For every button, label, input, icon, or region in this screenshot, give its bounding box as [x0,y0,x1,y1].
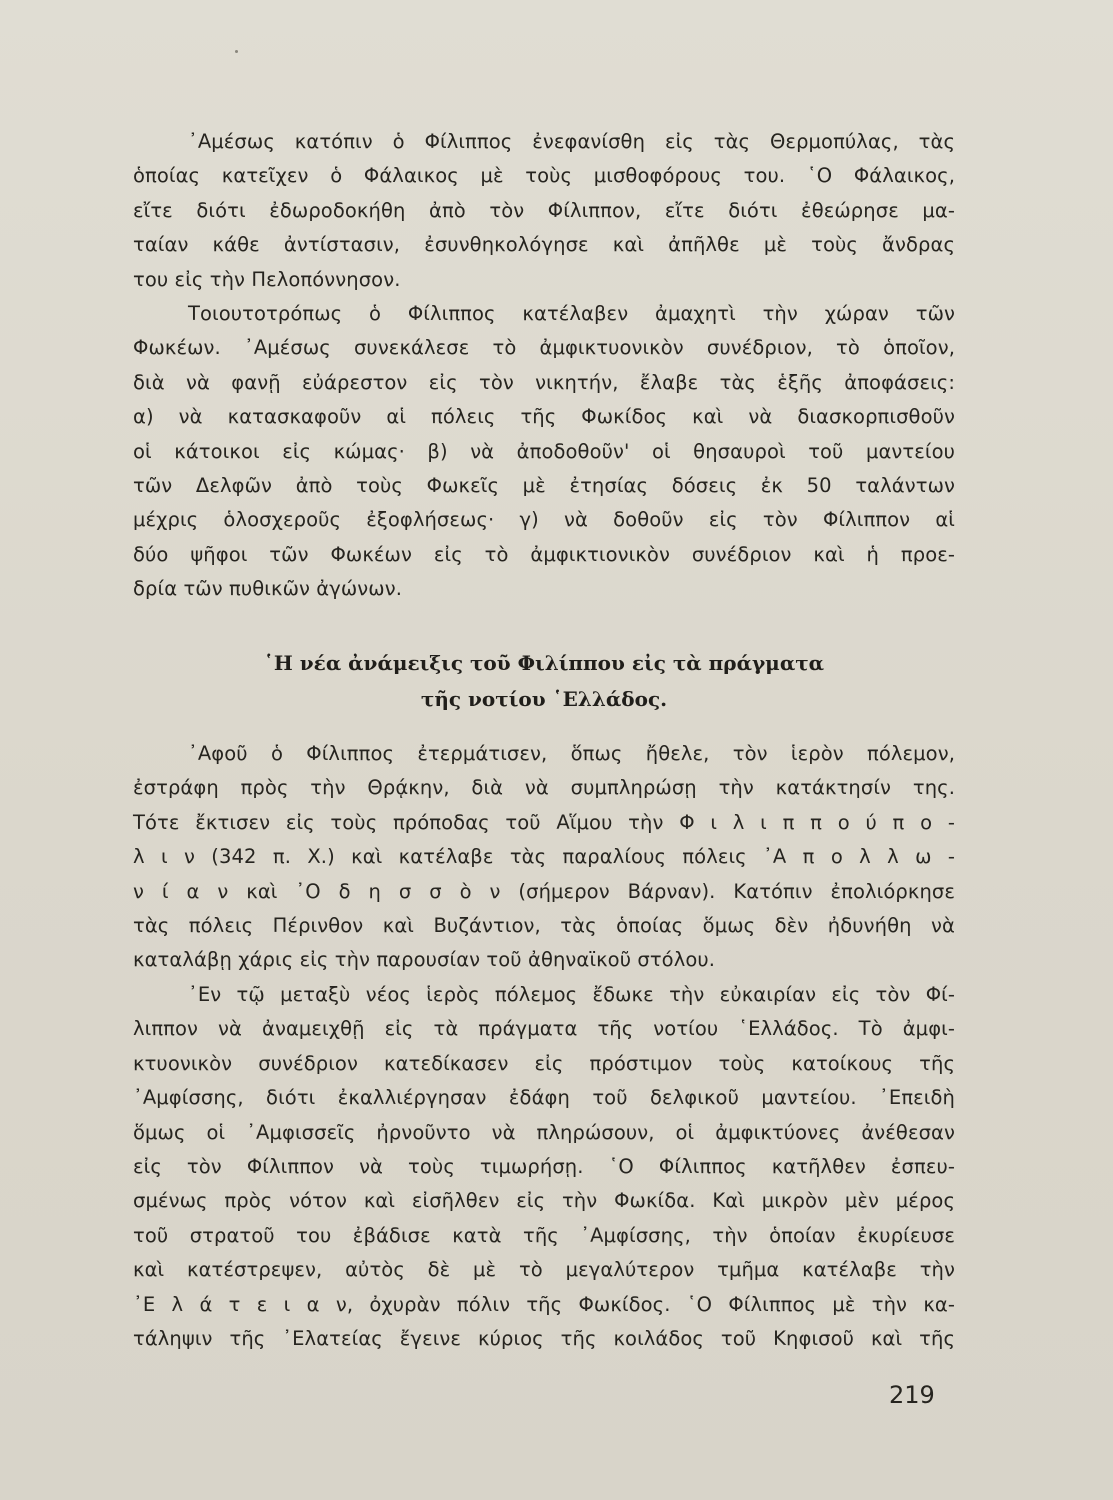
text-line: ᾿Εν τῷ μεταξὺ νέος ἱερὸς πόλεμος ἔδωκε τὴν εὐκαιρίαν εἰς τὸν Φί- [188,983,955,1006]
text-line: ν ί α ν καὶ ᾿Ο δ η σ σ ὸ ν (σήμερον Βάρναν). Κατόπιν ἐπολιόρκησε [133,879,955,903]
text-line: δύο ψῆφοι τῶν Φωκέων εἰς τὸ ἀμφικτιονικὸν συνέδριον καὶ ἡ προε- [133,542,955,566]
text-line: Τότε ἔκτισεν εἰς τοὺς πρόποδας τοῦ Αἵμου τὴν Φ ι λ ι π π ο ύ π ο - [133,810,955,834]
text-line: εἴτε διότι ἐδωροδοκήθη ἀπὸ τὸν Φίλιππον, εἴτε διότι ἐθεώρησε μα- [133,198,955,222]
text-line: ᾿Ε λ ά τ ε ι α ν, ὀχυρὰν πόλιν τῆς Φωκίδος. ῾Ο Φίλιππος μὲ τὴν κα- [133,1292,955,1316]
text-line: τὰς πόλεις Πέρινθον καὶ Βυζάντιον, τὰς ὁποίας ὅμως δὲν ἠδυνήθη νὰ [133,913,955,937]
paragraph-3 [133,737,955,978]
paragraph-4 [133,978,955,1356]
text-line: εἰς τὸν Φίλιππον νὰ τοὺς τιμωρήσῃ. ῾Ο Φίλιππος κατῆλθεν ἐσπευ- [133,1154,955,1178]
paragraph-1 [133,125,955,297]
paragraph-2 [133,297,955,607]
section-heading-line-1: ῾Η νέα ἀνάμειξις τοῦ Φιλίππου εἰς τὰ πράγματα [263,651,825,675]
text-line: ἐστράφη πρὸς τὴν Θρᾴκην, διὰ νὰ συμπληρώσῃ τὴν κατάκτησίν της. [133,776,955,800]
text-line: ταίαν κάθε ἀντίστασιν, ἐσυνθηκολόγησε καὶ ἀπῆλθε μὲ τοὺς ἄνδρας [133,233,955,257]
text-line: ᾿Αμέσως κατόπιν ὁ Φίλιππος ἐνεφανίσθη εἰς τὰς Θερμοπύλας, τὰς [188,130,955,153]
text-line: ᾿Αμφίσσης, διότι ἐκαλλιέργησαν ἐδάφη τοῦ δελφικοῦ μαντείου. ᾿Επειδὴ [133,1086,955,1110]
text-line: ὅμως οἱ ᾿Αμφισσεῖς ἠρνοῦντο νὰ πληρώσουν, οἱ ἀμφικτύονες ἀνέθεσαν [133,1120,955,1144]
text-line: τάληψιν τῆς ᾿Ελατείας ἔγεινε κύριος τῆς κοιλάδος τοῦ Κηφισοῦ καὶ τῆς [133,1326,955,1350]
text-line: Τοιουτοτρόπως ὁ Φίλιππος κατέλαβεν ἀμαχητὶ τὴν χώραν τῶν [188,302,955,325]
text-line: διὰ νὰ φανῇ εὐάρεστον εἰς τὸν νικητήν, ἔλαβε τὰς ἑξῆς ἀποφάσεις: [133,370,955,394]
section-heading-line-2: τῆς νοτίου ῾Ελλάδος. [420,687,668,711]
text-line: καταλάβῃ χάρις εἰς τὴν παρουσίαν τοῦ ἀθηναϊκοῦ στόλου. [133,948,716,972]
text-line: δρία τῶν πυθικῶν ἀγώνων. [133,577,403,601]
text-line: ὁποίας κατεῖχεν ὁ Φάλαικος μὲ τοὺς μισθοφόρους του. ῾Ο Φάλαικος, [133,164,955,188]
text-line: μέχρις ὁλοσχεροῦς ἐξοφλήσεως· γ) νὰ δοθοῦν εἰς τὸν Φίλιππον αἱ [133,508,955,532]
text-line: λ ι ν (342 π. Χ.) καὶ κατέλαβε τὰς παραλίους πόλεις ᾿Α π ο λ λ ω - [133,845,955,869]
text-line: ᾿Αφοῦ ὁ Φίλιππος ἐτερμάτισεν, ὅπως ἤθελε, τὸν ἱερὸν πόλεμον, [188,742,955,765]
section-heading [133,645,955,717]
text-line: α) νὰ κατασκαφοῦν αἱ πόλεις τῆς Φωκίδος καὶ νὰ διασκορπισθοῦν [133,405,955,429]
text-line: λιππον νὰ ἀναμειχθῇ εἰς τὰ πράγματα τῆς νοτίου ῾Ελλάδος. Τὸ ἀμφι- [133,1017,955,1041]
text-line: Φωκέων. ᾿Αμέσως συνεκάλεσε τὸ ἀμφικτυονικὸν συνέδριον, τὸ ὁποῖον, [133,336,955,360]
text-line: κτυονικὸν συνέδριον κατεδίκασεν εἰς πρόστιμον τοὺς κατοίκους τῆς [133,1051,955,1075]
text-line: σμένως πρὸς νότον καὶ εἰσῆλθεν εἰς τὴν Φωκίδα. Καὶ μικρὸν μὲν μέρος [133,1189,955,1213]
page-number: 219 [889,1381,935,1409]
text-line: του εἰς τὴν Πελοπόννησον. [133,267,401,291]
text-line: τοῦ στρατοῦ του ἐβάδισε κατὰ τῆς ᾿Αμφίσσης, τὴν ὁποίαν ἐκυρίευσε [133,1223,955,1247]
paper-speck [235,50,238,53]
text-line: καὶ κατέστρεψεν, αὐτὸς δὲ μὲ τὸ μεγαλύτερον τμῆμα κατέλαβε τὴν [133,1258,955,1282]
text-line: τῶν Δελφῶν ἀπὸ τοὺς Φωκεῖς μὲ ἐτησίας δόσεις ἐκ 50 ταλάντων [133,473,955,497]
text-line: οἱ κάτοικοι εἰς κώμας· β) νὰ ἀποδοθοῦν' οἱ θησαυροὶ τοῦ μαντείου [133,439,955,463]
